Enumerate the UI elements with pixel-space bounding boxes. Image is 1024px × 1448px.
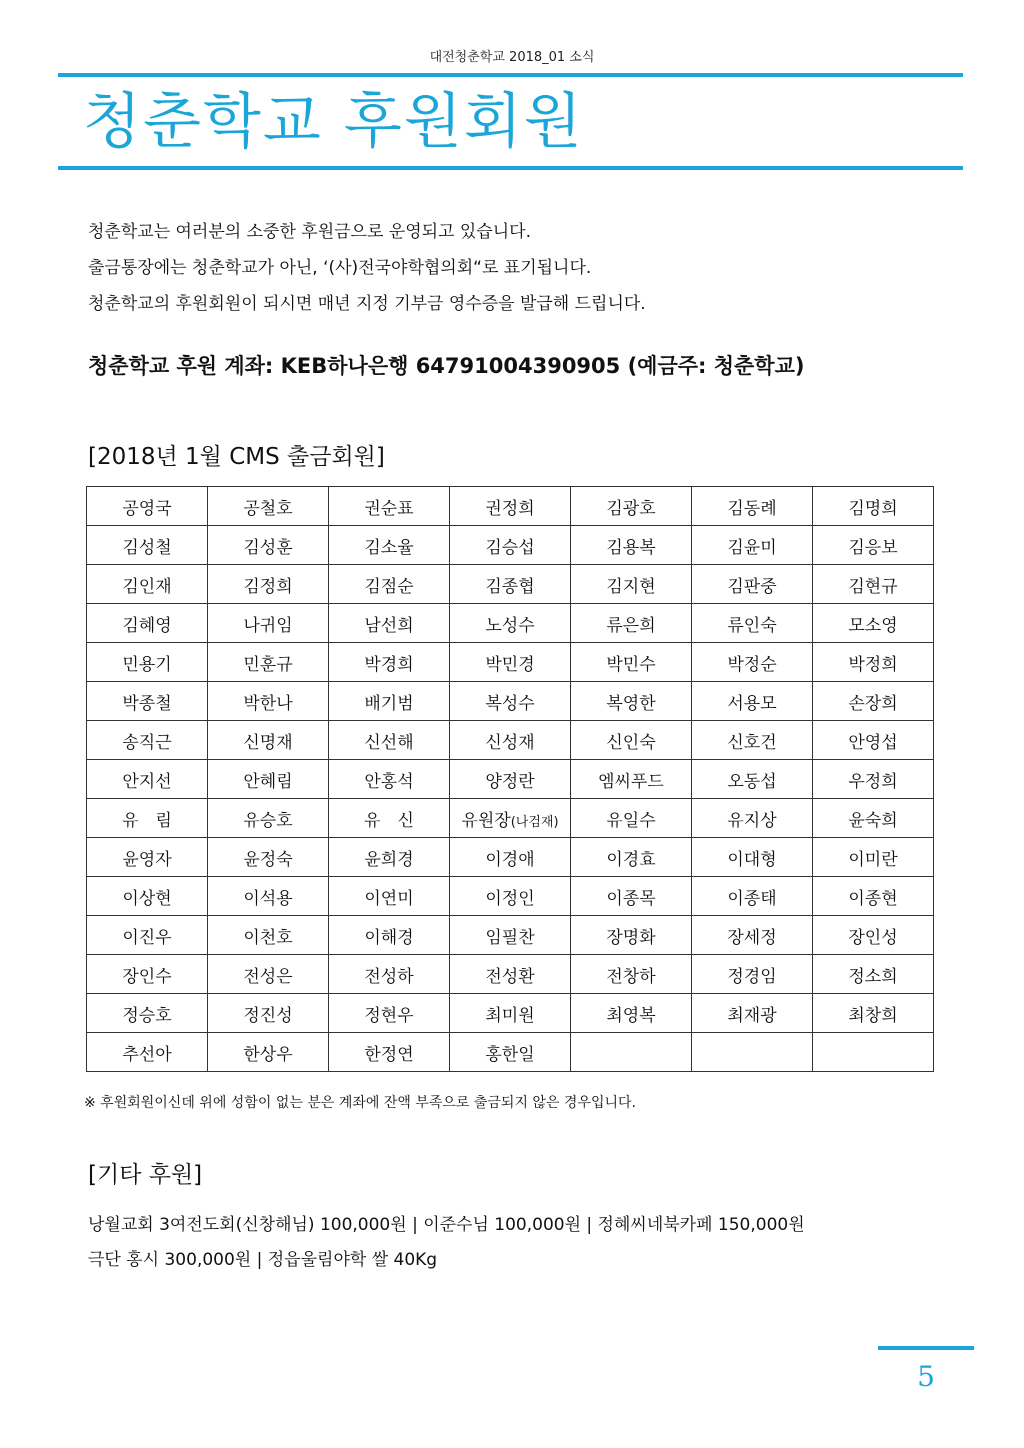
member-name: 윤숙희: [848, 810, 898, 831]
member-cell: [450, 682, 571, 721]
member-name: 이경애: [485, 849, 535, 870]
member-name: 윤정숙: [243, 849, 293, 870]
member-cell: [329, 643, 450, 682]
table-row: [87, 643, 934, 682]
member-cell: [571, 565, 692, 604]
member-name: 이정인: [485, 888, 535, 909]
member-name: 전성은: [243, 966, 293, 987]
member-note: (나검재): [510, 814, 559, 830]
member-name: 홍한일: [485, 1044, 535, 1065]
member-cell: [450, 799, 571, 838]
member-cell: [208, 526, 329, 565]
member-cell: [450, 565, 571, 604]
member-name: 노성수: [485, 615, 535, 636]
member-name: 안혜림: [243, 771, 293, 792]
member-name: 박종철: [122, 693, 172, 714]
member-cell: [692, 487, 813, 526]
member-cell: [692, 799, 813, 838]
member-cell: [813, 799, 934, 838]
member-name: 공철호: [243, 498, 293, 519]
other-donation-line: 낭월교회 3여전도회(신창해님) 100,000원 | 이준수님 100,000원 | 정혜씨네북카페 150,000원: [88, 1215, 805, 1235]
member-cell: [208, 604, 329, 643]
member-cell: [571, 838, 692, 877]
title-top-rule: [58, 73, 963, 77]
member-cell: [813, 838, 934, 877]
table-row: [87, 916, 934, 955]
member-name: 김응보: [848, 537, 898, 558]
member-cell: [571, 1033, 692, 1072]
member-cell: [329, 526, 450, 565]
member-name: 최재광: [727, 1005, 777, 1026]
table-row: [87, 487, 934, 526]
member-cell: [450, 643, 571, 682]
member-cell: [571, 916, 692, 955]
member-name: 유지상: [727, 810, 777, 831]
account-info: 청춘학교 후원 계좌: KEB하나은행 64791004390905 (예금주: 청춘학교): [88, 354, 805, 378]
table-row: [87, 838, 934, 877]
member-cell: [571, 760, 692, 799]
other-donations-list: [88, 1208, 805, 1278]
member-name: 이천호: [243, 927, 293, 948]
member-name: 이종태: [727, 888, 777, 909]
member-name: 윤영자: [122, 849, 172, 870]
member-cell: [329, 604, 450, 643]
member-name: 김용복: [606, 537, 656, 558]
member-cell: [813, 643, 934, 682]
member-name: 장명화: [606, 927, 656, 948]
member-cell: [571, 721, 692, 760]
member-name: 김성훈: [243, 537, 293, 558]
member-cell: [208, 760, 329, 799]
member-name: 송직근: [122, 732, 172, 753]
member-cell: [692, 994, 813, 1033]
member-name: 이해경: [364, 927, 414, 948]
member-cell: [208, 1033, 329, 1072]
member-cell: [813, 565, 934, 604]
member-cell: [692, 877, 813, 916]
member-name: 류인숙: [727, 615, 777, 636]
member-name: 최영복: [606, 1005, 656, 1026]
member-cell: [692, 838, 813, 877]
member-cell: [692, 565, 813, 604]
member-cell: [329, 760, 450, 799]
member-name: 유 신: [364, 810, 414, 831]
member-cell: [208, 487, 329, 526]
member-name: 전성하: [364, 966, 414, 987]
member-cell: [329, 1033, 450, 1072]
intro-line: 청춘학교의 후원회원이 되시면 매년 지정 기부금 영수증을 발급해 드립니다.: [88, 294, 646, 314]
member-cell: [87, 799, 208, 838]
intro-line: 출금통장에는 청춘학교가 아닌, ‘(사)전국야학협의회“로 표기됩니다.: [88, 258, 592, 278]
member-cell: [87, 721, 208, 760]
other-donations-heading: [기타 후원]: [88, 1162, 203, 1188]
member-name: 김광호: [606, 498, 656, 519]
member-name: 추선아: [122, 1044, 172, 1065]
member-name: 김지현: [606, 576, 656, 597]
table-row: [87, 877, 934, 916]
table-row: [87, 1033, 934, 1072]
member-name: 박민수: [606, 654, 656, 675]
cms-members-heading: [2018년 1월 CMS 출금회원]: [88, 444, 385, 470]
member-cell: [571, 526, 692, 565]
member-cell: [329, 682, 450, 721]
member-name: 김성철: [122, 537, 172, 558]
member-name: 모소영: [848, 615, 898, 636]
member-cell: [87, 565, 208, 604]
member-name: 공영국: [122, 498, 172, 519]
other-donation-line: 극단 홍시 300,000원 | 정읍울림야학 쌀 40Kg: [88, 1250, 438, 1270]
member-cell: [87, 526, 208, 565]
member-name: 정현우: [364, 1005, 414, 1026]
member-name: 박한나: [243, 693, 293, 714]
member-cell: [692, 526, 813, 565]
member-name: 이진우: [122, 927, 172, 948]
table-row: [87, 955, 934, 994]
member-name: 류은희: [606, 615, 656, 636]
member-cell: [813, 877, 934, 916]
table-row: [87, 604, 934, 643]
member-cell: [813, 955, 934, 994]
member-cell: [208, 682, 329, 721]
member-cell: [571, 682, 692, 721]
member-cell: [571, 955, 692, 994]
member-cell: [87, 838, 208, 877]
table-row: [87, 994, 934, 1033]
member-name: 김동례: [727, 498, 777, 519]
member-name: 정경임: [727, 966, 777, 987]
member-cell: [450, 721, 571, 760]
member-cell: [813, 721, 934, 760]
member-cell: [87, 955, 208, 994]
member-name: 장인성: [848, 927, 898, 948]
member-name: 김윤미: [727, 537, 777, 558]
member-cell: [208, 877, 329, 916]
member-cell: [329, 838, 450, 877]
member-name: 안홍석: [364, 771, 414, 792]
member-name: 신성재: [485, 732, 535, 753]
member-name: 김정희: [243, 576, 293, 597]
member-cell: [571, 994, 692, 1033]
member-name: 이종현: [848, 888, 898, 909]
member-name: 김판중: [727, 576, 777, 597]
member-cell: [813, 604, 934, 643]
member-name: 안지선: [122, 771, 172, 792]
member-name: 박정희: [848, 654, 898, 675]
table-row: [87, 799, 934, 838]
member-cell: [329, 994, 450, 1033]
member-cell: [450, 526, 571, 565]
member-name: 양정란: [485, 771, 535, 792]
member-name: 전성환: [485, 966, 535, 987]
member-name: 정소희: [848, 966, 898, 987]
member-cell: [87, 682, 208, 721]
member-cell: [329, 877, 450, 916]
member-name: 유일수: [606, 810, 656, 831]
member-cell: [692, 760, 813, 799]
member-name: 권정희: [485, 498, 535, 519]
member-name: 권순표: [364, 498, 414, 519]
member-cell: [87, 487, 208, 526]
member-cell: [208, 565, 329, 604]
member-cell: [208, 799, 329, 838]
page-number-rule: [878, 1346, 974, 1350]
intro-line: 청춘학교는 여러분의 소중한 후원금으로 운영되고 있습니다.: [88, 222, 531, 242]
member-cell: [571, 643, 692, 682]
member-name: 정승호: [122, 1005, 172, 1026]
member-name: 배기범: [364, 693, 414, 714]
member-cell: [813, 916, 934, 955]
member-name: 엠씨푸드: [598, 771, 664, 792]
member-name: 한상우: [243, 1044, 293, 1065]
member-cell: [813, 760, 934, 799]
table-row: [87, 760, 934, 799]
member-cell: [813, 487, 934, 526]
member-name: 이경효: [606, 849, 656, 870]
member-name: 김소율: [364, 537, 414, 558]
member-name: 민훈규: [243, 654, 293, 675]
member-name: 윤희경: [364, 849, 414, 870]
member-cell: [571, 604, 692, 643]
member-cell: [208, 955, 329, 994]
member-name: 민용기: [122, 654, 172, 675]
member-name: 김현규: [848, 576, 898, 597]
member-name: 유 림: [122, 810, 172, 831]
member-cell: [450, 877, 571, 916]
member-name: 박민경: [485, 654, 535, 675]
members-footnote: ※ 후원회원이신데 위에 성함이 없는 분은 계좌에 잔액 부족으로 출금되지 않은 경우입니다.: [84, 1095, 636, 1111]
member-name: 박정순: [727, 654, 777, 675]
member-cell: [450, 916, 571, 955]
member-cell: [329, 487, 450, 526]
member-name: 나귀임: [243, 615, 293, 636]
member-name: 신명재: [243, 732, 293, 753]
member-cell: [87, 877, 208, 916]
member-cell: [692, 721, 813, 760]
member-cell: [329, 565, 450, 604]
member-name: 장인수: [122, 966, 172, 987]
member-cell: [813, 682, 934, 721]
member-name: 오동섭: [727, 771, 777, 792]
member-name: 김명희: [848, 498, 898, 519]
member-cell: [329, 799, 450, 838]
table-row: [87, 682, 934, 721]
member-cell: [87, 760, 208, 799]
member-cell: [450, 994, 571, 1033]
member-name: 이연미: [364, 888, 414, 909]
running-head: 대전청춘학교 2018_01 소식: [429, 50, 595, 65]
member-name: 서용모: [727, 693, 777, 714]
title-bottom-rule: [58, 166, 963, 170]
member-name: 안영섭: [848, 732, 898, 753]
member-name: 복성수: [485, 693, 535, 714]
member-cell: [571, 877, 692, 916]
member-cell: [329, 955, 450, 994]
member-cell: [329, 721, 450, 760]
member-cell: [813, 994, 934, 1033]
member-name: 유원장: [461, 810, 511, 831]
member-cell: [208, 838, 329, 877]
member-cell: [692, 916, 813, 955]
member-cell: [87, 916, 208, 955]
member-cell: [450, 838, 571, 877]
members-table: [86, 486, 934, 1072]
member-cell: [692, 955, 813, 994]
intro-text: [88, 214, 646, 322]
table-row: [87, 565, 934, 604]
member-cell: [87, 604, 208, 643]
member-cell: [692, 604, 813, 643]
member-name: 한정연: [364, 1044, 414, 1065]
member-name: 최미원: [485, 1005, 535, 1026]
member-name: 손장희: [848, 693, 898, 714]
member-name: 박경희: [364, 654, 414, 675]
page-title: 청춘학교 후원회원: [83, 87, 584, 157]
member-name: 신인숙: [606, 732, 656, 753]
member-cell: [87, 643, 208, 682]
member-name: 신호건: [727, 732, 777, 753]
member-name: 임필찬: [485, 927, 535, 948]
member-name: 장세정: [727, 927, 777, 948]
member-cell: [450, 760, 571, 799]
member-cell: [571, 487, 692, 526]
member-name: 김승섭: [485, 537, 535, 558]
member-cell: [450, 487, 571, 526]
member-name: 이종목: [606, 888, 656, 909]
member-name: 이미란: [848, 849, 898, 870]
member-cell: [208, 643, 329, 682]
member-name: 전창하: [606, 966, 656, 987]
member-cell: [450, 604, 571, 643]
member-name: 우정희: [848, 771, 898, 792]
member-cell: [208, 721, 329, 760]
member-name: 김점순: [364, 576, 414, 597]
page-number: 5: [917, 1360, 935, 1393]
member-cell: [450, 955, 571, 994]
table-row: [87, 721, 934, 760]
member-cell: [813, 1033, 934, 1072]
member-name: 신선해: [364, 732, 414, 753]
member-cell: [208, 916, 329, 955]
member-name: 김종협: [485, 576, 535, 597]
member-cell: [87, 994, 208, 1033]
member-name: 유승호: [243, 810, 293, 831]
member-cell: [813, 526, 934, 565]
member-name: 이상현: [122, 888, 172, 909]
table-row: [87, 526, 934, 565]
member-cell: [692, 682, 813, 721]
member-cell: [329, 916, 450, 955]
member-name: 복영한: [606, 693, 656, 714]
member-cell: [87, 1033, 208, 1072]
member-name: 이대형: [727, 849, 777, 870]
member-name: 남선희: [364, 615, 414, 636]
member-cell: [450, 1033, 571, 1072]
member-cell: [208, 994, 329, 1033]
member-name: 이석용: [243, 888, 293, 909]
member-cell: [692, 1033, 813, 1072]
member-name: 정진성: [243, 1005, 293, 1026]
member-cell: [692, 643, 813, 682]
member-name: 김인재: [122, 576, 172, 597]
member-name: 최창희: [848, 1005, 898, 1026]
member-name: 김혜영: [122, 615, 172, 636]
member-cell: [571, 799, 692, 838]
